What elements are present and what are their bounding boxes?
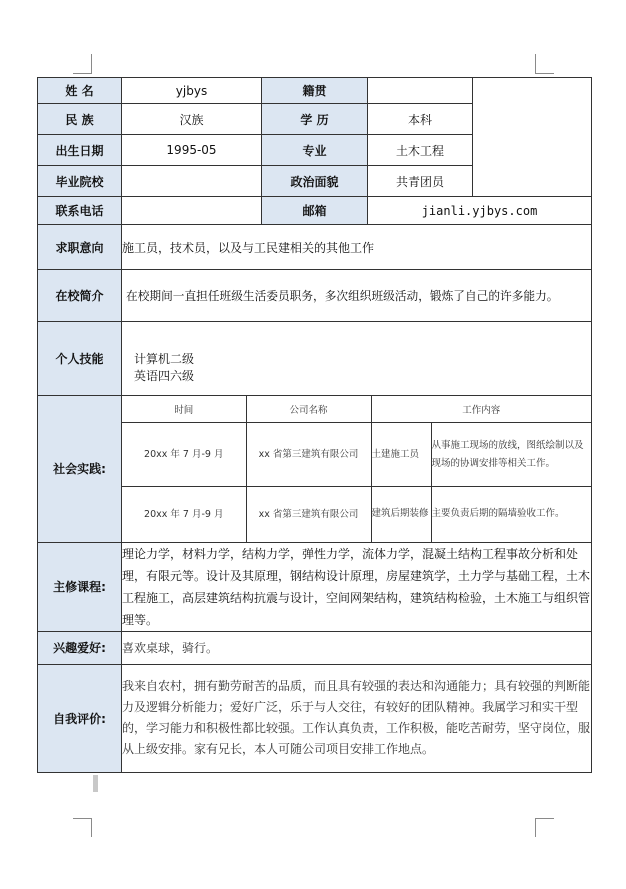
- self-label: 自我评价:: [38, 664, 122, 772]
- row-self: [38, 664, 592, 772]
- politics-value[interactable]: 共青团员: [368, 166, 473, 197]
- row-courses: [38, 542, 592, 631]
- self-value[interactable]: 我来自农村，拥有勤劳耐苦的品质，而且具有较强的表达和沟通能力；具有较强的判断能力及逻辑分析能力；爱好广泛，乐于与人交往，有较好的团队精神。我属学习和实干型的，学习能力和积极性都比较强。工作认真负责，工作积极，能吃苦耐劳，坚守岗位，服从上级安排。家有兄长，本人可随公司项目安排工作地点。: [122, 664, 592, 772]
- education-label: 学 历: [262, 104, 368, 135]
- crop-mark: [73, 818, 92, 819]
- crop-mark: [91, 54, 92, 73]
- hobby-label: 兴趣爱好:: [38, 631, 122, 664]
- native-value[interactable]: [368, 78, 473, 104]
- school-value[interactable]: [122, 166, 262, 197]
- practice-content[interactable]: 从事施工现场的放线，图纸绘制以及现场的协调安排等相关工作。: [431, 423, 591, 487]
- skill-item: 英语四六级: [134, 368, 195, 383]
- text-cursor: [93, 775, 98, 792]
- intention-label: 求职意向: [38, 225, 122, 270]
- practice-header-content: 工作内容: [371, 396, 591, 423]
- courses-value[interactable]: 理论力学，材料力学，结构力学，弹性力学，流体力学，混凝土结构工程事故分析和处理，有限元等。设计及其原理，钢结构设计原理，房屋建筑学，土力学与基础工程，土木工程施工，高层建筑结构抗震与设计，空间网架结构，建筑结构检验，土木施工与组织管理等。: [122, 542, 592, 631]
- resume-table: [37, 77, 592, 773]
- row-intro: [38, 270, 592, 322]
- table-row: [122, 487, 591, 542]
- name-label: 姓 名: [38, 78, 122, 104]
- crop-mark: [535, 54, 536, 73]
- school-label: 毕业院校: [38, 166, 122, 197]
- practice-table-cell: [122, 396, 592, 543]
- hobby-value[interactable]: 喜欢桌球，骑行。: [122, 631, 592, 664]
- birth-label: 出生日期: [38, 135, 122, 166]
- practice-role[interactable]: 土建施工员: [371, 423, 431, 487]
- skill-item: 计算机二级: [134, 351, 195, 366]
- skills-value[interactable]: [122, 322, 592, 396]
- practice-header-time: 时间: [122, 396, 246, 423]
- ethnic-value[interactable]: 汉族: [122, 104, 262, 135]
- intro-value[interactable]: 在校期间一直担任班级生活委员职务，多次组织班级活动，锻炼了自己的许多能力。: [122, 270, 592, 322]
- education-value[interactable]: 本科: [368, 104, 473, 135]
- crop-mark: [535, 73, 554, 74]
- native-label: 籍贯: [262, 78, 368, 104]
- email-label: 邮箱: [262, 197, 368, 225]
- practice-company[interactable]: xx 省第三建筑有限公司: [246, 487, 371, 542]
- practice-company[interactable]: xx 省第三建筑有限公司: [246, 423, 371, 487]
- crop-mark: [535, 818, 554, 819]
- photo-cell: [473, 78, 592, 197]
- intention-value[interactable]: 施工员，技术员，以及与工民建相关的其他工作: [122, 225, 592, 270]
- row-name: [38, 78, 592, 104]
- practice-label: 社会实践:: [38, 396, 122, 543]
- major-label: 专业: [262, 135, 368, 166]
- politics-label: 政治面貌: [262, 166, 368, 197]
- practice-time[interactable]: 20xx 年 7 月-9 月: [122, 487, 246, 542]
- practice-time[interactable]: 20xx 年 7 月-9 月: [122, 423, 246, 487]
- row-intention: [38, 225, 592, 270]
- row-practice: [38, 396, 592, 543]
- name-value[interactable]: yjbys: [122, 78, 262, 104]
- crop-mark: [73, 73, 92, 74]
- practice-header-company: 公司名称: [246, 396, 371, 423]
- skills-label: 个人技能: [38, 322, 122, 396]
- row-phone: [38, 197, 592, 225]
- phone-label: 联系电话: [38, 197, 122, 225]
- practice-role[interactable]: 建筑后期装修: [371, 487, 431, 542]
- practice-table: [122, 396, 591, 542]
- intro-label: 在校简介: [38, 270, 122, 322]
- ethnic-label: 民 族: [38, 104, 122, 135]
- crop-mark: [91, 818, 92, 837]
- row-skills: [38, 322, 592, 396]
- practice-content[interactable]: 主要负责后期的隔墙验收工作。: [431, 487, 591, 542]
- email-value[interactable]: jianli.yjbys.com: [368, 197, 592, 225]
- crop-mark: [535, 818, 536, 837]
- practice-header-row: [122, 396, 591, 423]
- birth-value[interactable]: 1995-05: [122, 135, 262, 166]
- table-row: [122, 423, 591, 487]
- phone-value[interactable]: [122, 197, 262, 225]
- courses-label: 主修课程:: [38, 542, 122, 631]
- row-hobby: [38, 631, 592, 664]
- major-value[interactable]: 土木工程: [368, 135, 473, 166]
